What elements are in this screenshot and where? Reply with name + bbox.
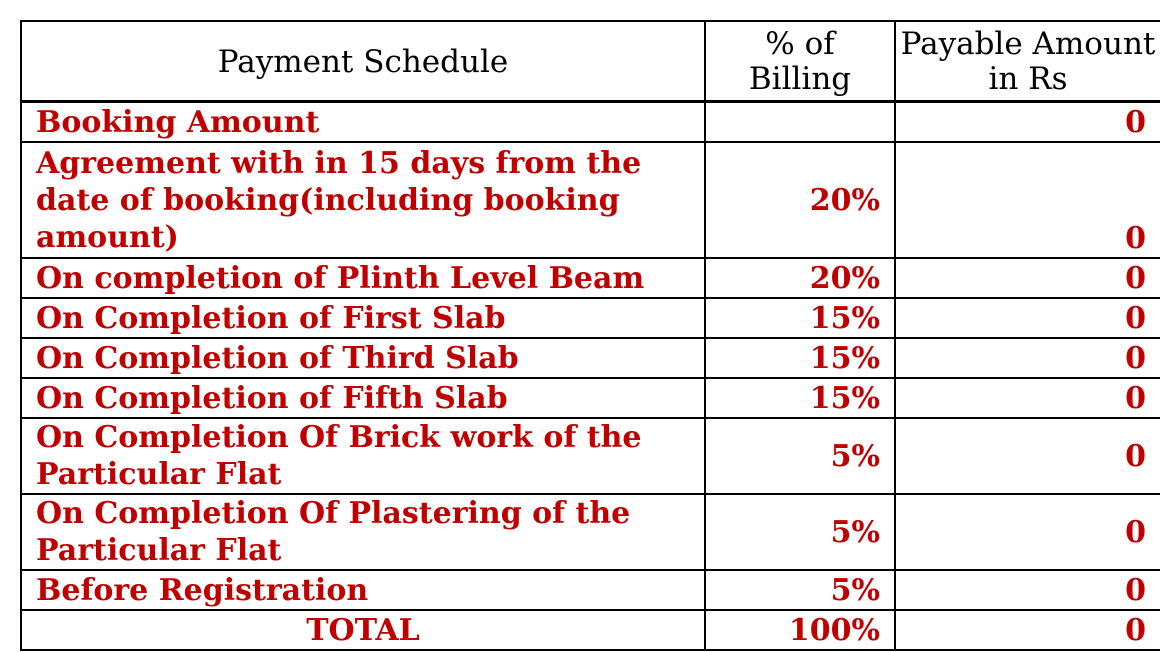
stage-cell: On Completion Of Plastering of the Particular Flat [21, 494, 705, 570]
amount-cell: 0 [895, 418, 1160, 494]
header-percent-of-billing [705, 21, 895, 102]
stage-cell: On Completion of First Slab [21, 298, 705, 338]
amount-cell: 0 [895, 102, 1160, 143]
amount-cell: 0 [895, 338, 1160, 378]
percent-cell [705, 102, 895, 143]
table-row [21, 570, 1160, 610]
percent-cell: 5% [705, 494, 895, 570]
amount-cell: 0 [895, 142, 1160, 258]
amount-cell: 0 [895, 570, 1160, 610]
percent-cell: 5% [705, 570, 895, 610]
total-percent: 100% [705, 610, 895, 650]
amount-cell: 0 [895, 378, 1160, 418]
percent-cell: 15% [705, 298, 895, 338]
payment-schedule-sheet [20, 20, 1160, 652]
stage-cell: On Completion Of Brick work of the Particular Flat [21, 418, 705, 494]
amount-cell: 0 [895, 494, 1160, 570]
percent-cell: 20% [705, 142, 895, 258]
percent-cell: 20% [705, 258, 895, 298]
stage-cell: Before Registration [21, 570, 705, 610]
stage-cell: Booking Amount [21, 102, 705, 143]
header-percent-text: % of Billing [748, 26, 852, 97]
stage-cell: On Completion of Fifth Slab [21, 378, 705, 418]
header-amount-text: Payable Amount in Rs [900, 26, 1156, 97]
table-row [21, 142, 1160, 258]
table-row [21, 418, 1160, 494]
percent-cell: 15% [705, 378, 895, 418]
header-payment-schedule: Payment Schedule [21, 21, 705, 102]
total-label: TOTAL [21, 610, 705, 650]
stage-cell: On completion of Plinth Level Beam [21, 258, 705, 298]
header-payable-amount [895, 21, 1160, 102]
table-row [21, 338, 1160, 378]
amount-cell: 0 [895, 258, 1160, 298]
table-row [21, 494, 1160, 570]
total-amount: 0 [895, 610, 1160, 650]
table-row [21, 298, 1160, 338]
table-row [21, 102, 1160, 143]
table-row [21, 258, 1160, 298]
payment-schedule-table [20, 20, 1160, 651]
stage-cell: Agreement with in 15 days from the date of booking(including booking amount) [21, 142, 705, 258]
total-row [21, 610, 1160, 650]
stage-cell: On Completion of Third Slab [21, 338, 705, 378]
percent-cell: 15% [705, 338, 895, 378]
header-row [21, 21, 1160, 102]
percent-cell: 5% [705, 418, 895, 494]
table-row [21, 378, 1160, 418]
amount-cell: 0 [895, 298, 1160, 338]
